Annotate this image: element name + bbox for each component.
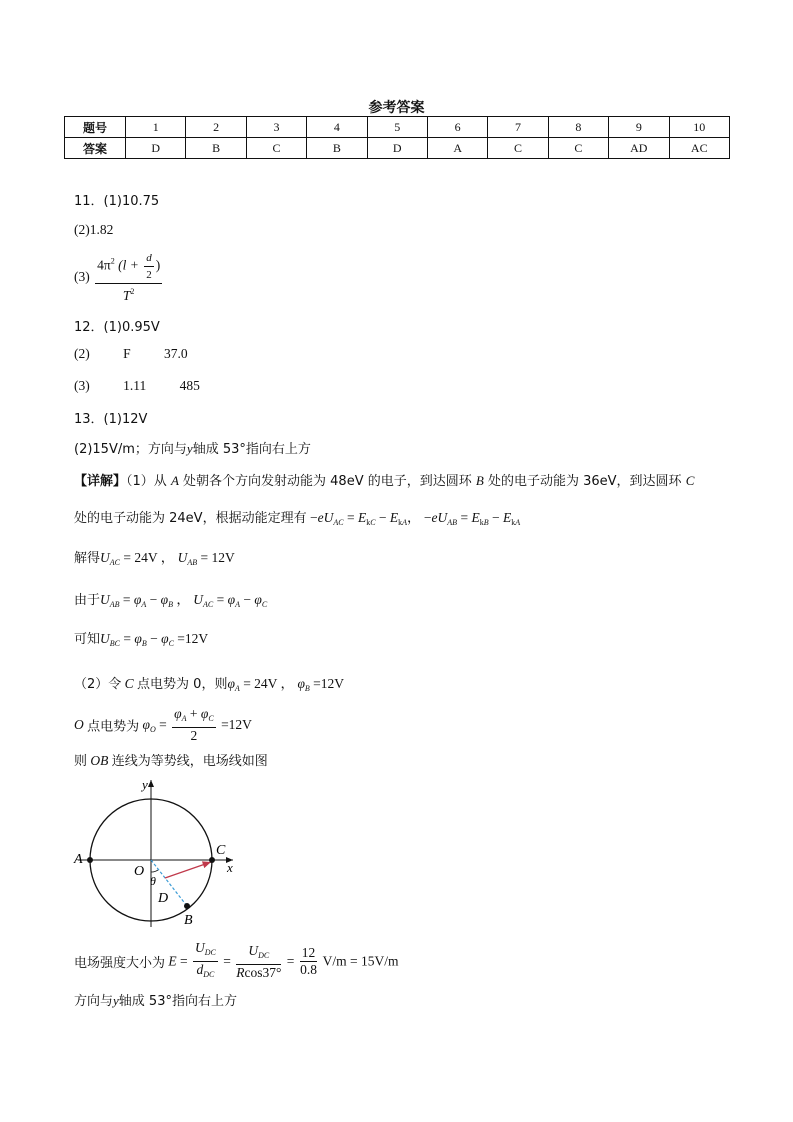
text: 电场强度大小为 bbox=[74, 956, 166, 971]
table-cell: D bbox=[126, 138, 186, 159]
q11-part2: (2)1.82 bbox=[74, 222, 114, 237]
text: 则 bbox=[74, 754, 88, 769]
text: O bbox=[74, 717, 84, 732]
detail-line-3: 解得$U_{AC} = 24V$ ， $U_{AB} = 12V$ bbox=[74, 550, 235, 567]
detail-line-1 bbox=[74, 470, 694, 489]
row-label-answer: 答案 bbox=[65, 138, 126, 159]
text: 由于 bbox=[74, 593, 101, 608]
q11-part1: 11．(1)10.75 bbox=[74, 194, 160, 209]
q12-part2-answer-b: 37.0 bbox=[164, 346, 188, 361]
formula-text: T bbox=[122, 288, 131, 303]
label-y: y bbox=[142, 777, 148, 792]
row-label-number: 题号 bbox=[65, 117, 126, 138]
text: 轴成 53°指向右上方 bbox=[192, 442, 311, 457]
detail-line-10 bbox=[74, 990, 237, 1009]
q11-formula bbox=[95, 250, 162, 304]
table-cell: 2 bbox=[186, 117, 246, 138]
text: C bbox=[124, 676, 134, 691]
q13-part2 bbox=[74, 438, 311, 457]
text: y bbox=[113, 993, 119, 1008]
detail-line-5: 可知$U_{BC} = \varphi_B - \varphi_C =12V$ bbox=[74, 631, 209, 648]
q11-part3 bbox=[74, 250, 164, 304]
formula-text: ) bbox=[155, 257, 161, 273]
q12-part1: 12．(1)0.95V bbox=[74, 320, 160, 335]
detail-heading: 【详解】 bbox=[74, 474, 127, 489]
field-line-arrow bbox=[165, 862, 211, 878]
table-cell: B bbox=[307, 138, 367, 159]
q12-part3 bbox=[74, 378, 200, 394]
q12-part3-answer-a: 1.11 bbox=[123, 378, 147, 393]
table-cell: 9 bbox=[609, 117, 669, 138]
table-cell: 6 bbox=[427, 117, 487, 138]
label-o: O bbox=[134, 864, 145, 879]
q12-part2-label: (2) bbox=[74, 346, 90, 361]
formula-sup: 2 bbox=[110, 256, 115, 266]
label-theta: θ bbox=[150, 874, 156, 888]
text: 点电势为 0，则 bbox=[137, 677, 228, 692]
text: （1）从 bbox=[126, 474, 167, 489]
table-cell: 4 bbox=[307, 117, 367, 138]
text: A bbox=[170, 473, 179, 488]
q12-part3-answer-b: 485 bbox=[179, 378, 200, 393]
page-title: 参考答案 bbox=[368, 100, 425, 116]
formula-text: d bbox=[144, 250, 154, 267]
table-cell: 3 bbox=[246, 117, 306, 138]
field-diagram bbox=[70, 772, 250, 932]
formula-text: 4π bbox=[97, 257, 111, 273]
q11-part3-label: (3) bbox=[74, 269, 90, 284]
table-cell: AC bbox=[669, 138, 729, 159]
table-cell: A bbox=[427, 138, 487, 159]
theta-arc bbox=[151, 870, 158, 872]
table-cell: C bbox=[488, 138, 548, 159]
kinetic-energy-equation: $-eU_{AC} = E_{kC} - E_{kA}$， $-eU_{AB} = E_{kB} - E_{kA}$ bbox=[309, 510, 521, 527]
formula-sup: 2 bbox=[130, 287, 135, 296]
table-cell: 1 bbox=[126, 117, 186, 138]
label-x: x bbox=[227, 860, 233, 875]
table-cell: AD bbox=[609, 138, 669, 159]
field-fraction-2: $\frac{U_{DC}}{Rcos37^\circ}$ bbox=[236, 942, 282, 980]
table-cell: C bbox=[548, 138, 608, 159]
text: (2)15V/m；方向与 bbox=[74, 442, 187, 457]
text: （2）令 bbox=[74, 677, 122, 692]
label-a: A bbox=[74, 852, 83, 867]
detail-line-4: 由于$U_{AB} = \varphi_A - \varphi_B$ ， $U_{AC} = \varphi_A - \varphi_C$ bbox=[74, 592, 268, 609]
text: B bbox=[475, 473, 484, 488]
detail-line-6: （2）令 C 点电势为 0，则$\varphi_A = 24V$ ， $\varphi_B =12V$ bbox=[74, 676, 345, 693]
text: 点电势为 bbox=[87, 719, 140, 735]
text: 处朝各个方向发射动能为 48eV 的电子，到达圆环 bbox=[183, 474, 472, 489]
q12-part2 bbox=[74, 346, 188, 362]
q13-part1: 13．(1)12V bbox=[74, 412, 148, 427]
label-b: B bbox=[184, 913, 193, 928]
text: 解得 bbox=[74, 551, 101, 566]
point-b bbox=[184, 903, 190, 909]
q12-part3-label: (3) bbox=[74, 378, 90, 393]
detail-line-9: 电场强度大小为 E = $\frac{U_{DC}}{d_{DC}}$ = $\frac{U_{DC}}{Rcos37^\circ}$ = $\frac{12}{0.8}$ V/m = 15V/m bbox=[74, 940, 399, 983]
text: 可知 bbox=[74, 632, 101, 647]
point-a bbox=[87, 857, 93, 863]
text: 连线为等势线，电场线如图 bbox=[111, 754, 268, 769]
q12-part2-answer-a: F bbox=[123, 346, 131, 361]
table-cell: D bbox=[367, 138, 427, 159]
label-d: D bbox=[158, 891, 169, 906]
text: OB bbox=[90, 753, 109, 768]
ob-dashed-line bbox=[151, 860, 187, 906]
table-row-answers bbox=[65, 138, 730, 159]
table-cell: 7 bbox=[488, 117, 548, 138]
text: 处的电子动能为 36eV，到达圆环 bbox=[487, 474, 682, 489]
point-c bbox=[209, 857, 215, 863]
table-cell: C bbox=[246, 138, 306, 159]
detail-line-2 bbox=[74, 506, 520, 527]
formula-text: 2 bbox=[146, 269, 152, 281]
detail-line-7: O 点电势为 $\varphi_O$ = $\frac{\varphi_A + \varphi_C}{2}$ =12V bbox=[74, 706, 252, 743]
field-fraction-3: $\frac{12}{0.8}$ bbox=[300, 945, 317, 977]
text: 轴成 53°指向右上方 bbox=[118, 994, 237, 1009]
text: y bbox=[186, 441, 193, 456]
label-c: C bbox=[216, 843, 226, 858]
potential-fraction: $\frac{\varphi_A + \varphi_C}{2}$ bbox=[174, 706, 214, 743]
text: 方向与 bbox=[74, 994, 114, 1009]
formula-text: (l + bbox=[118, 257, 143, 273]
answer-table bbox=[64, 116, 730, 159]
table-cell: 8 bbox=[548, 117, 608, 138]
text: 处的电子动能为 24eV，根据动能定理有 bbox=[74, 511, 307, 526]
table-row-numbers bbox=[65, 117, 730, 138]
field-fraction-1: $\frac{U_{DC}}{d_{DC}}$ bbox=[195, 940, 216, 979]
table-cell: 5 bbox=[367, 117, 427, 138]
table-cell: 10 bbox=[669, 117, 729, 138]
table-cell: B bbox=[186, 138, 246, 159]
text: C bbox=[685, 473, 695, 488]
detail-line-8 bbox=[74, 750, 268, 769]
